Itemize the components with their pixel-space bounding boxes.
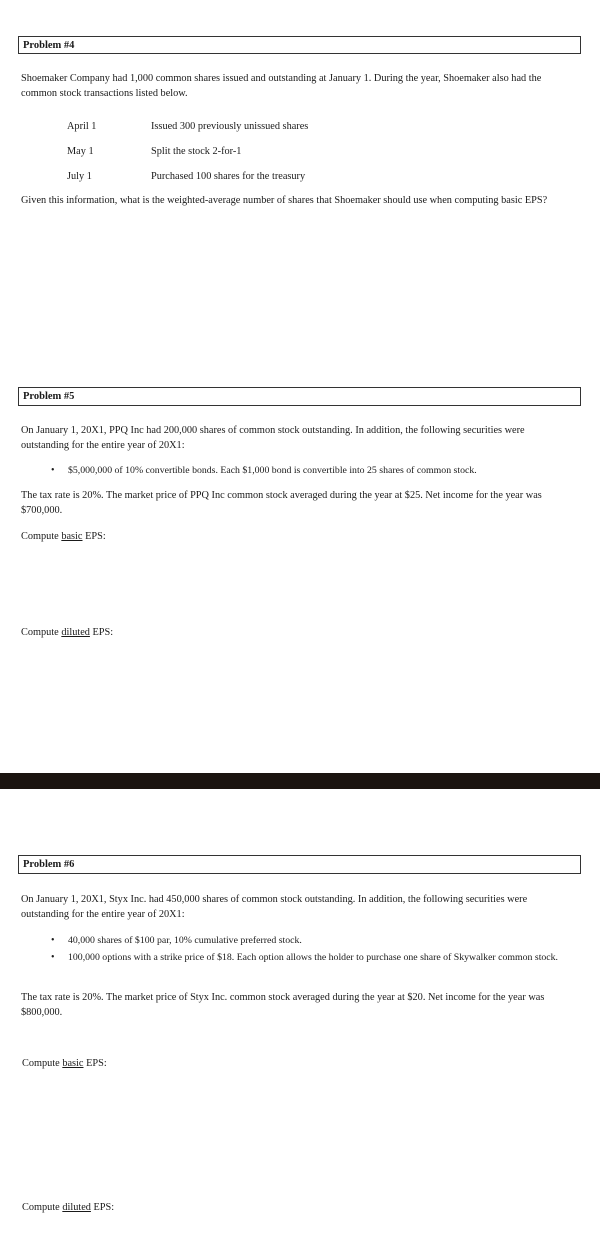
problem-4-intro: Shoemaker Company had 1,000 common shares issued and outstanding at January 1. During the year, Shoemaker also had the common stock transactions listed below.: [21, 73, 542, 99]
problem-5-diluted-prefix: Compute: [21, 627, 62, 638]
problem-4-transaction-3-date: July 1: [67, 171, 92, 182]
problem-6-compute-basic: [22, 1057, 107, 1070]
problem-5-diluted-word: diluted: [61, 627, 90, 638]
problem-6-bullet-1: 40,000 shares of $100 par, 10% cumulative preferred stock.: [68, 935, 302, 946]
problem-6-bullet-2: 100,000 options with a strike price of $18. Each option allows the holder to purchase one share of Skywalker common stock.: [68, 952, 559, 963]
problem-6-diluted-prefix: Compute: [22, 1202, 63, 1213]
problem-5-basic-prefix: Compute: [21, 531, 62, 542]
problem-5-header-box: [18, 387, 581, 406]
problem-5-diluted-suffix: EPS:: [89, 627, 114, 638]
problem-5-title: Problem #5: [23, 391, 75, 402]
problem-4-transaction-1-date: April 1: [67, 121, 97, 132]
problem-5-bullet-1: $5,000,000 of 10% convertible bonds. Each $1,000 bond is convertible into 25 shares of common stock.: [68, 465, 477, 476]
problem-5-details: The tax rate is 20%. The market price of PPQ Inc common stock averaged during the year at $25. Net income for the year was $700,000.: [21, 490, 542, 516]
problem-5-basic-word: basic: [61, 531, 83, 542]
problem-6-basic-suffix: EPS:: [83, 1058, 107, 1069]
problem-6-intro: On January 1, 20X1, Styx Inc. had 450,000 shares of common stock outstanding. In addition, the following securities were outstanding for the entire year of 20X1:: [21, 894, 528, 920]
problem-5-basic-suffix: EPS:: [82, 531, 106, 542]
problem-4-transaction-2-desc: Split the stock 2-for-1: [151, 146, 242, 157]
problem-6-basic-prefix: Compute: [22, 1058, 63, 1069]
page-separator-band: [0, 773, 600, 789]
problem-6-compute-diluted: [22, 1201, 114, 1214]
problem-4-header-box: [18, 36, 581, 54]
problem-6-bullet-1-marker: •: [51, 935, 55, 946]
problem-4-question: Given this information, what is the weighted-average number of shares that Shoemaker should use when computing basic EPS?: [21, 195, 548, 206]
problem-4-transaction-2-date: May 1: [67, 146, 94, 157]
problem-4-transaction-1-desc: Issued 300 previously unissued shares: [151, 121, 309, 132]
problem-5-compute-diluted: [21, 626, 113, 639]
problem-5-bullet-1-marker: •: [51, 465, 55, 476]
problem-6-header-box: [18, 855, 581, 874]
problem-4-title: Problem #4: [23, 40, 75, 51]
problem-6-title: Problem #6: [23, 859, 75, 870]
problem-6-bullet-2-marker: •: [51, 952, 55, 963]
problem-6-basic-word: basic: [62, 1058, 84, 1069]
problem-6-diluted-word: diluted: [62, 1202, 91, 1213]
problem-5-compute-basic: [21, 530, 106, 543]
problem-4-transaction-3-desc: Purchased 100 shares for the treasury: [151, 171, 306, 182]
problem-6-diluted-suffix: EPS:: [90, 1202, 115, 1213]
problem-5-intro: On January 1, 20X1, PPQ Inc had 200,000 shares of common stock outstanding. In addition, the following securities were outstanding for the entire year of 20X1:: [21, 425, 525, 451]
problem-6-details: The tax rate is 20%. The market price of Styx Inc. common stock averaged during the year at $20. Net income for the year was $800,000.: [21, 992, 545, 1018]
